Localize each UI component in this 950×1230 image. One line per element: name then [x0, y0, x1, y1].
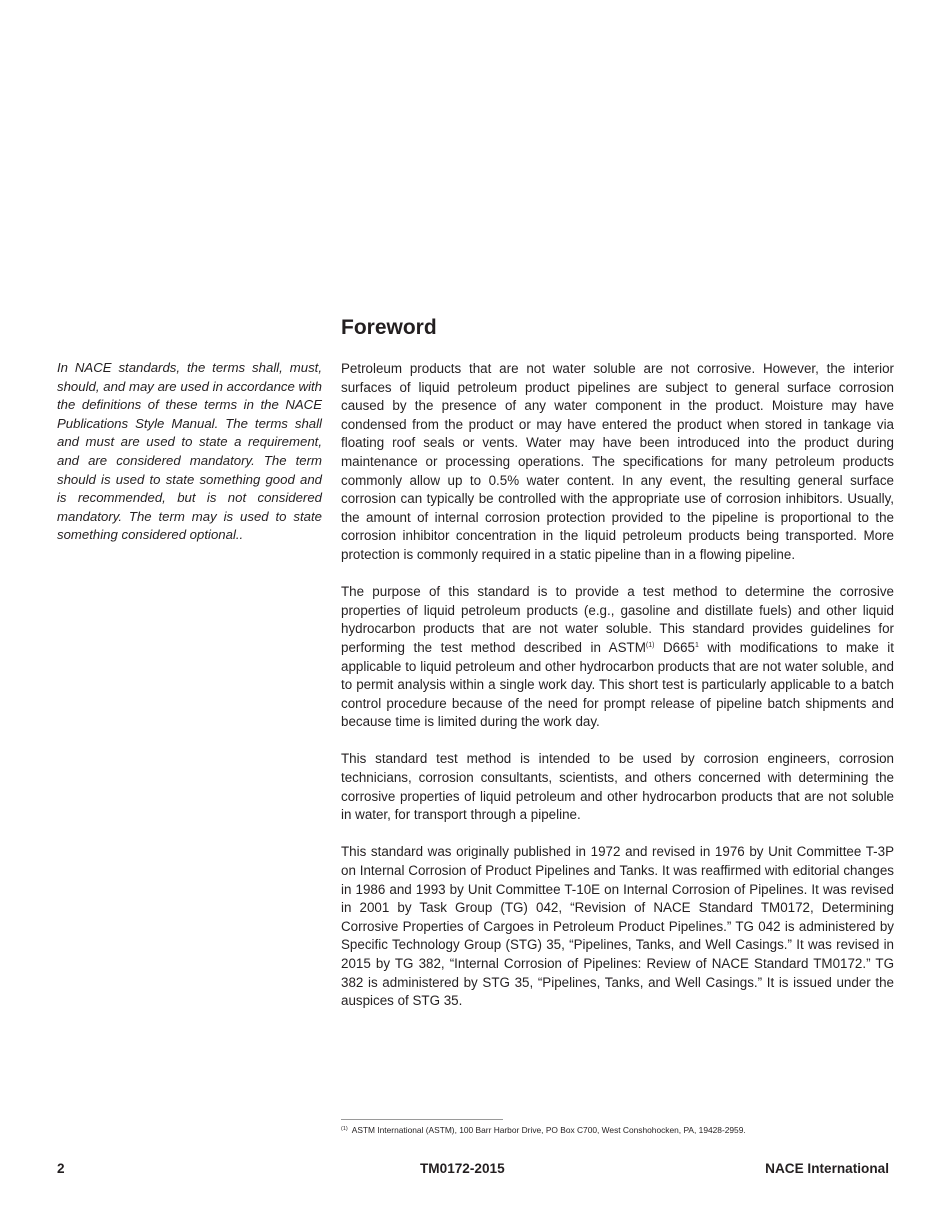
- reference-marker: 1: [694, 641, 699, 649]
- paragraph-3: This standard test method is intended to be used by corrosion engineers, corrosion technicians, corrosion consultants, scientists, and others concerned with determining the corrosive properties of liquid petroleum and other hydrocarbon products that are not soluble in water, for transport through a pipeline.: [341, 751, 894, 823]
- footnote-text: ASTM International (ASTM), 100 Barr Harbor Drive, PO Box C700, West Conshohocken, PA, 19428-2959.: [351, 1125, 746, 1135]
- section-title: Foreword: [341, 316, 437, 339]
- paragraph-2-text-a: The purpose of this standard is to provide a test method to determine the corrosive properties of liquid petroleum products (e.g., gasoline and distillate fuels) and other liquid hydrocarbon products that are not water soluble. This standard provides guidelines for performing the test method described in ASTM: [341, 584, 894, 655]
- paragraph-2-text-b: D665: [654, 639, 695, 655]
- paragraph-4: This standard was originally published in 1972 and revised in 1976 by Unit Committee T-3P on Internal Corrosion of Product Pipelines and Tanks. It was reaffirmed with editorial changes in 1986 and 1993 by Unit Committee T-10E on Internal Corrosion of Pipelines. It was revised in 2001 by Task Group (TG) 042, “Revision of NACE Standard TM0172, Determining Corrosive Properties of Cargoes in Petroleum Product Pipelines.” TG 042 is administered by Specific Technology Group (STG) 35, “Pipelines, Tanks, and Well Casings.” It was revised in 2015 by TG 382, “Internal Corrosion of Pipelines: Review of NACE Standard TM0172.” TG 382 is administered by STG 35, “Pipelines, Tanks, and Well Casings.” It is issued under the auspices of STG 35.: [341, 844, 894, 1009]
- paragraph-1: Petroleum products that are not water soluble are not corrosive. However, the interior surfaces of liquid petroleum product pipelines are subject to general surface corrosion caused by the presence of any water component in the product. Moisture may have condensed from the product or may have entered the product when stored in tankage via floating roof seals or vents. Water may have been introduced into the product during maintenance or processing operations. The specifications for many petroleum products commonly allow up to 0.5% water content. In any event, the resulting general surface corrosion can typically be controlled with the appropriate use of corrosion inhibitors. Usually, the amount of internal corrosion protection provided to the pipeline is proportional to the corrosion inhibitor concentration in the liquid petroleum products being transported. More protection is commonly required in a static pipeline than in a flowing pipeline.: [341, 361, 894, 562]
- paragraph-2-text-c: with modifications to make it applicable to liquid petroleum and other hydrocarbon products that are not water soluble, and to permit analysis within a single work day. This short test is particularly applicable to a batch control procedure because of the need for prompt release of pipeline batch shipments and because time is limited during the work day.: [341, 639, 894, 730]
- foreword-section: [341, 314, 894, 1029]
- terminology-note: In NACE standards, the terms shall, must, should, and may are used in accordance with the definitions of these terms in the NACE Publications Style Manual. The terms shall and must are used to state a requirement, and are considered mandatory. The term should is used to state something good and is recommended, but is not considered mandatory. The term may is used to state something considered optional..: [57, 360, 322, 543]
- footnote-marker: (1): [645, 641, 655, 649]
- footnote-divider: [341, 1119, 503, 1120]
- paragraph-2: [341, 583, 894, 732]
- footnote-number: (1): [341, 1126, 348, 1132]
- organization-name: NACE International: [765, 1161, 889, 1176]
- page-number: 2: [57, 1161, 65, 1176]
- document-id: TM0172-2015: [420, 1161, 505, 1176]
- footnote: [341, 1124, 894, 1136]
